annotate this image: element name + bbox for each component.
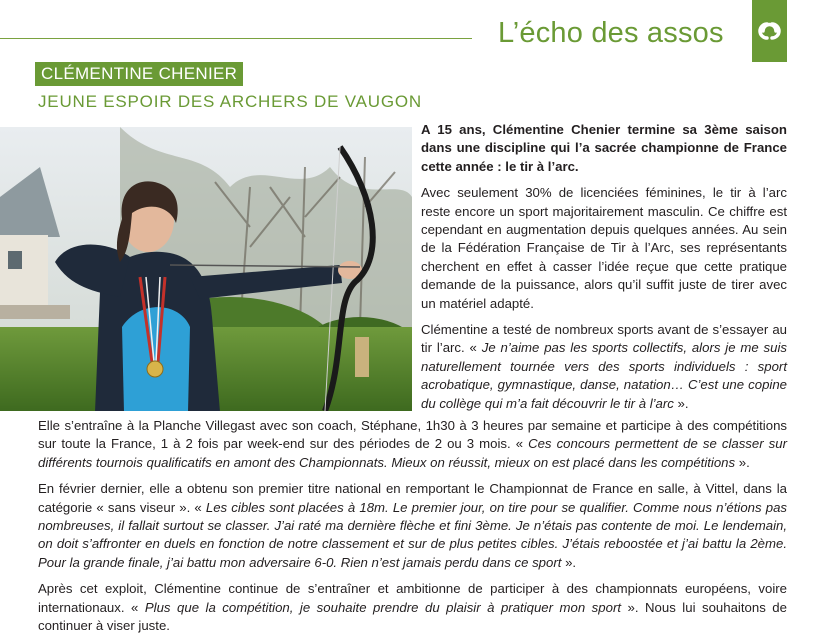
paragraph-ambitions: Après cet exploit, Clémentine continue de s’entraîner et ambitionne de participer à des championnats européens, voire internationaux. « Plus que la compétition, je souhaite prendre du plaisir à pratiquer mon sport ». Nous lui souhaitons de continuer à viser juste. <box>38 581 787 634</box>
article-subtitle: JEUNE ESPOIR DES ARCHERS DE VAUGON <box>38 92 422 111</box>
section-logo <box>752 0 787 62</box>
paragraph-sports: Clémentine a testé de nombreux sports avant de s’essayer au tir l’arc. « Je n’aime pas les sports collectifs, alors je me suis naturellement tournée vers des sports individuels : sport acrobatique, gymnastique, danse, natation… C’est une copine du collège qui m’a fait découvrir le tir à l’arc ». <box>421 322 788 411</box>
article-lede: A 15 ans, Clémentine Chenier termine sa 3ème saison dans une discipline qui l’a sacrée championne de France cette année : le tir à l’arc. <box>421 122 787 174</box>
paragraph-championship: En février dernier, elle a obtenu son premier titre national en remportant le Championnat de France en salle, à Vittel, dans la catégorie « sans viseur ». « Les cibles sont placées à 18m. Le premier jour, on tire pour se qualifier. Comme nous n’étions pas nombreuses, il fallait surtout se classer. J’ai raté ma dernière flèche et fini 3ème. Je n’étais pas contente de moi. Le lendemain, on doit s’affronter en duels en fonction de notre classement et sur de plus petites cibles. J’étais reboostée et j’ai battu la 2ème. Pour la grande finale, j’ai battu mon adversaire 6-0. Rien n’est jamais perdu dans ce sport ». <box>38 481 787 570</box>
article-name-band: CLÉMENTINE CHENIER <box>35 62 243 86</box>
article-full-width <box>38 417 787 643</box>
intertwined-rings-icon <box>754 20 785 42</box>
header-rule <box>0 38 472 39</box>
paragraph-statistics: Avec seulement 30% de licenciées féminines, le tir à l’arc reste encore un sport majoritairement masculin. Ce chiffre est cependant en augmentation depuis quelques années. Au sein de la Fédération Française de Tir à l’Arc, ses représentants cherchent en effet à casser l’idée reçue que cette pratique demande de la puissance, alors qu’il suffit juste de tirer avec un matériel adapté. <box>421 185 787 311</box>
archer-photo <box>0 127 412 411</box>
section-title: L’écho des assos <box>498 17 724 49</box>
article-column <box>421 121 787 421</box>
paragraph-training: Elle s’entraîne à la Planche Villegast avec son coach, Stéphane, 1h30 à 3 heures par semaine et participe à des compétitions sur toute la France, 1 à 2 fois par week-end sur des périodes de 2 ou 3 mois. « Ces concours permettent de se classer sur différents tournois qualificatifs en amont des Championnats. Mieux on réussit, mieux on est placé dans les compétitions ». <box>38 418 787 470</box>
